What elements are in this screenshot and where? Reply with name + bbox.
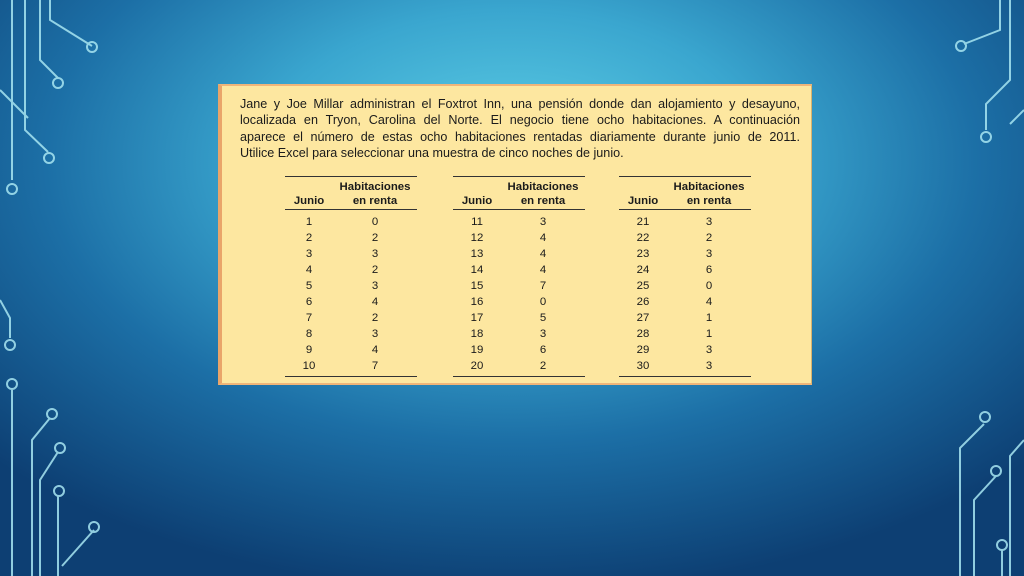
table-row [619, 246, 751, 262]
day-cell: 24 [636, 264, 650, 276]
table-row [453, 262, 585, 278]
rooms-cell: 7 [539, 280, 547, 292]
day-cell: 5 [305, 280, 313, 292]
day-cell: 14 [470, 264, 484, 276]
rooms-cell: 3 [705, 344, 713, 356]
day-cell: 1 [305, 216, 313, 228]
day-cell: 17 [470, 312, 484, 324]
col-day-header: Junio [619, 194, 667, 210]
rooms-table-days-21-30 [619, 176, 751, 377]
day-cell: 4 [305, 264, 313, 276]
table-body [285, 210, 417, 377]
table-row [619, 230, 751, 246]
rooms-cell: 4 [539, 232, 547, 244]
problem-line: Jane y Joe Millar administran el Foxtrot Inn, una pensión donde dan alojamiento y desayuno, [240, 97, 800, 111]
col-rooms-header-line2: en renta [501, 194, 585, 210]
table-row [453, 294, 585, 310]
table-row [285, 246, 417, 262]
rooms-cell: 2 [371, 264, 379, 276]
table-body [453, 210, 585, 377]
day-cell: 10 [285, 358, 333, 377]
rooms-cell: 3 [705, 248, 713, 260]
table-row [619, 342, 751, 358]
table-row [619, 294, 751, 310]
textbook-excerpt [218, 84, 812, 385]
table-row [285, 326, 417, 342]
day-cell: 15 [470, 280, 484, 292]
rooms-cell: 2 [371, 232, 379, 244]
col-rooms-header-line1: Habitaciones [333, 177, 417, 195]
day-cell: 9 [305, 344, 313, 356]
table-row [619, 210, 751, 231]
col-rooms-header-line2: en renta [667, 194, 751, 210]
day-cell: 2 [305, 232, 313, 244]
rooms-table-days-11-20 [453, 176, 585, 377]
rooms-cell: 3 [371, 248, 379, 260]
table-row [453, 326, 585, 342]
rooms-cell: 0 [705, 280, 713, 292]
table-row [285, 210, 417, 231]
table-row [453, 246, 585, 262]
rooms-cell: 0 [539, 296, 547, 308]
rooms-cell: 4 [371, 296, 379, 308]
table-row [453, 210, 585, 231]
col-day-header-spacer [619, 177, 667, 195]
day-cell: 6 [305, 296, 313, 308]
day-cell: 11 [471, 216, 483, 228]
rooms-cell: 2 [501, 358, 585, 377]
problem-statement [240, 96, 800, 162]
problem-line: localizada en Tryon, Carolina del Norte. El negocio tiene ocho habitaciones. A continuación [240, 113, 800, 128]
rooms-cell: 6 [539, 344, 547, 356]
day-cell: 7 [305, 312, 313, 324]
table-row [285, 358, 417, 377]
rooms-cell: 3 [705, 216, 713, 228]
rooms-cell: 4 [539, 264, 547, 276]
table-row [285, 294, 417, 310]
rooms-cell: 6 [705, 264, 713, 276]
rooms-cell: 4 [371, 344, 379, 356]
rooms-cell: 2 [705, 232, 713, 244]
rooms-cell: 7 [333, 358, 417, 377]
table-row [285, 278, 417, 294]
table-row [453, 310, 585, 326]
col-day-header: Junio [285, 194, 333, 210]
rooms-cell: 4 [705, 296, 713, 308]
rooms-cell: 3 [371, 328, 379, 340]
col-rooms-header-line1: Habitaciones [501, 177, 585, 195]
col-day-header-spacer [285, 177, 333, 195]
day-cell: 16 [470, 296, 484, 308]
table-row [619, 326, 751, 342]
rooms-cell: 5 [539, 312, 547, 324]
day-cell: 12 [470, 232, 484, 244]
rooms-cell: 3 [539, 216, 547, 228]
day-cell: 19 [470, 344, 484, 356]
rooms-cell: 3 [667, 358, 751, 377]
rooms-cell: 2 [371, 312, 379, 324]
day-cell: 22 [636, 232, 650, 244]
table-row [285, 262, 417, 278]
table-body [619, 210, 751, 377]
day-cell: 25 [636, 280, 650, 292]
rooms-cell: 1 [705, 328, 713, 340]
table-row [619, 310, 751, 326]
day-cell: 29 [636, 344, 650, 356]
table-row [285, 342, 417, 358]
table-row [453, 342, 585, 358]
table-row [285, 230, 417, 246]
day-cell: 8 [305, 328, 313, 340]
day-cell: 20 [453, 358, 501, 377]
day-cell: 26 [636, 296, 650, 308]
day-cell: 3 [305, 248, 313, 260]
table-row [453, 278, 585, 294]
day-cell: 30 [619, 358, 667, 377]
rooms-cell: 4 [539, 248, 547, 260]
rooms-cell: 1 [705, 312, 713, 324]
col-rooms-header-line2: en renta [333, 194, 417, 210]
day-cell: 18 [470, 328, 484, 340]
problem-line: Utilice Excel para seleccionar una muestra de cinco noches de junio. [240, 146, 624, 161]
col-day-header: Junio [453, 194, 501, 210]
col-rooms-header-line1: Habitaciones [667, 177, 751, 195]
table-row [619, 262, 751, 278]
day-cell: 23 [636, 248, 650, 260]
day-cell: 28 [636, 328, 650, 340]
col-day-header-spacer [453, 177, 501, 195]
rooms-table-days-1-10 [285, 176, 417, 377]
table-row [453, 230, 585, 246]
day-cell: 27 [636, 312, 650, 324]
table-row [285, 310, 417, 326]
day-cell: 21 [636, 216, 650, 228]
rooms-cell: 3 [371, 280, 379, 292]
table-row [619, 278, 751, 294]
table-row [453, 358, 585, 377]
day-cell: 13 [470, 248, 484, 260]
problem-line: aparece el número de estas ocho habitaciones rentadas diariamente durante junio de 2011. [240, 129, 800, 144]
table-row [619, 358, 751, 377]
rooms-cell: 0 [371, 216, 379, 228]
rooms-cell: 3 [539, 328, 547, 340]
